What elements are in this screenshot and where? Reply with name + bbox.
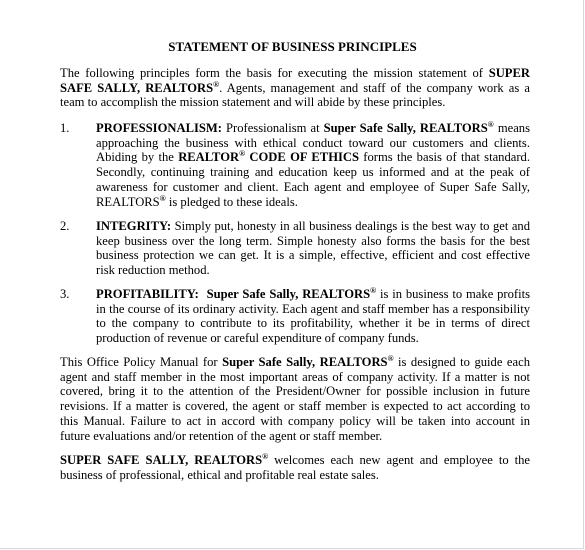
intro-text: . Agents, management and staff of the company work as a team to accomplish the mission statement and will abide by these principles. [60,80,530,110]
principle-profitability [60,287,530,346]
registered-mark: ® [159,193,166,203]
paragraph-text: is designed to guide each agent and staff member in the most important areas of company activity. If a matter is not covered, bring it to the attention of the President/Owner for possible inclusion in future revisions. If a matter is covered, the agent or staff member is expected to act according to this Manual. Failure to act in accord with company policy will be taken into account in future evaluations and/or retention of the agent or staff member. [60,355,530,443]
company-name: Super Safe Sally, REALTORS [206,287,371,301]
welcome-paragraph [60,453,530,482]
company-name: SUPER SAFE SALLY, REALTORS [60,66,530,95]
principle-body [96,121,530,209]
principle-heading: PROFESSIONALISM: [96,121,222,135]
intro-paragraph [60,66,530,110]
code-of-ethics-name: REALTOR [178,150,240,165]
principle-text: Simply put, honesty in all business dealings is the best way to get and keep business over the long term. Simple honesty also forms the basis for the best business protection we can get. It is a simple, effective, efficient and cost effective risk reduction method. [96,219,530,278]
registered-mark: ® [239,149,246,159]
code-of-ethics-suffix: CODE OF ETHICS [245,150,359,165]
company-name: Super Safe Sally, REALTORS [222,355,388,369]
intro-text: The following principles form the basis for executing the mission statement of [60,66,489,80]
registered-mark: ® [213,79,220,89]
principle-integrity [60,219,530,278]
policy-manual-paragraph [60,355,530,443]
principle-text: forms the basis of that standard. Secondly, continuing training and education keep us informed and at the peak of awareness for customer and client. Each agent and employee of Super Safe Sally, REALTORS [96,150,530,209]
principle-body [96,219,530,278]
company-name: SUPER SAFE SALLY, REALTORS [60,453,263,467]
paragraph-text: This Office Policy Manual for [60,355,223,369]
principle-number: 3. [60,287,70,301]
principle-number: 1. [60,121,70,135]
registered-mark: ® [262,452,269,461]
registered-mark: ® [370,286,377,295]
principle-text: Professionalism at [221,121,324,135]
principle-heading: PROFITABILITY: [96,287,199,301]
principle-text: is pledged to these ideals. [165,194,298,209]
document-title: STATEMENT OF BUSINESS PRINCIPLES [168,39,417,54]
principle-body [96,287,530,346]
registered-mark: ® [387,354,394,363]
paragraph-text: welcomes each new agent and employee to the business of professional, ethical and profitable real estate sales. [60,453,530,482]
registered-mark: ® [487,120,494,129]
company-name: Super Safe Sally, REALTORS [323,121,488,135]
principle-professionalism [60,121,530,209]
principle-text: is in business to make profits in the course of its ordinary activity. Each agent and staff member has a responsibility to the company to contribute to its profitability, whether it be in terms of direct production of revenue or careful expenditure of company funds. [96,287,531,346]
principle-heading: INTEGRITY: [96,219,172,233]
principle-number: 2. [60,219,70,233]
principle-text: means approaching the business with ethical conduct toward our customers and clients. Abiding by the [96,121,530,165]
